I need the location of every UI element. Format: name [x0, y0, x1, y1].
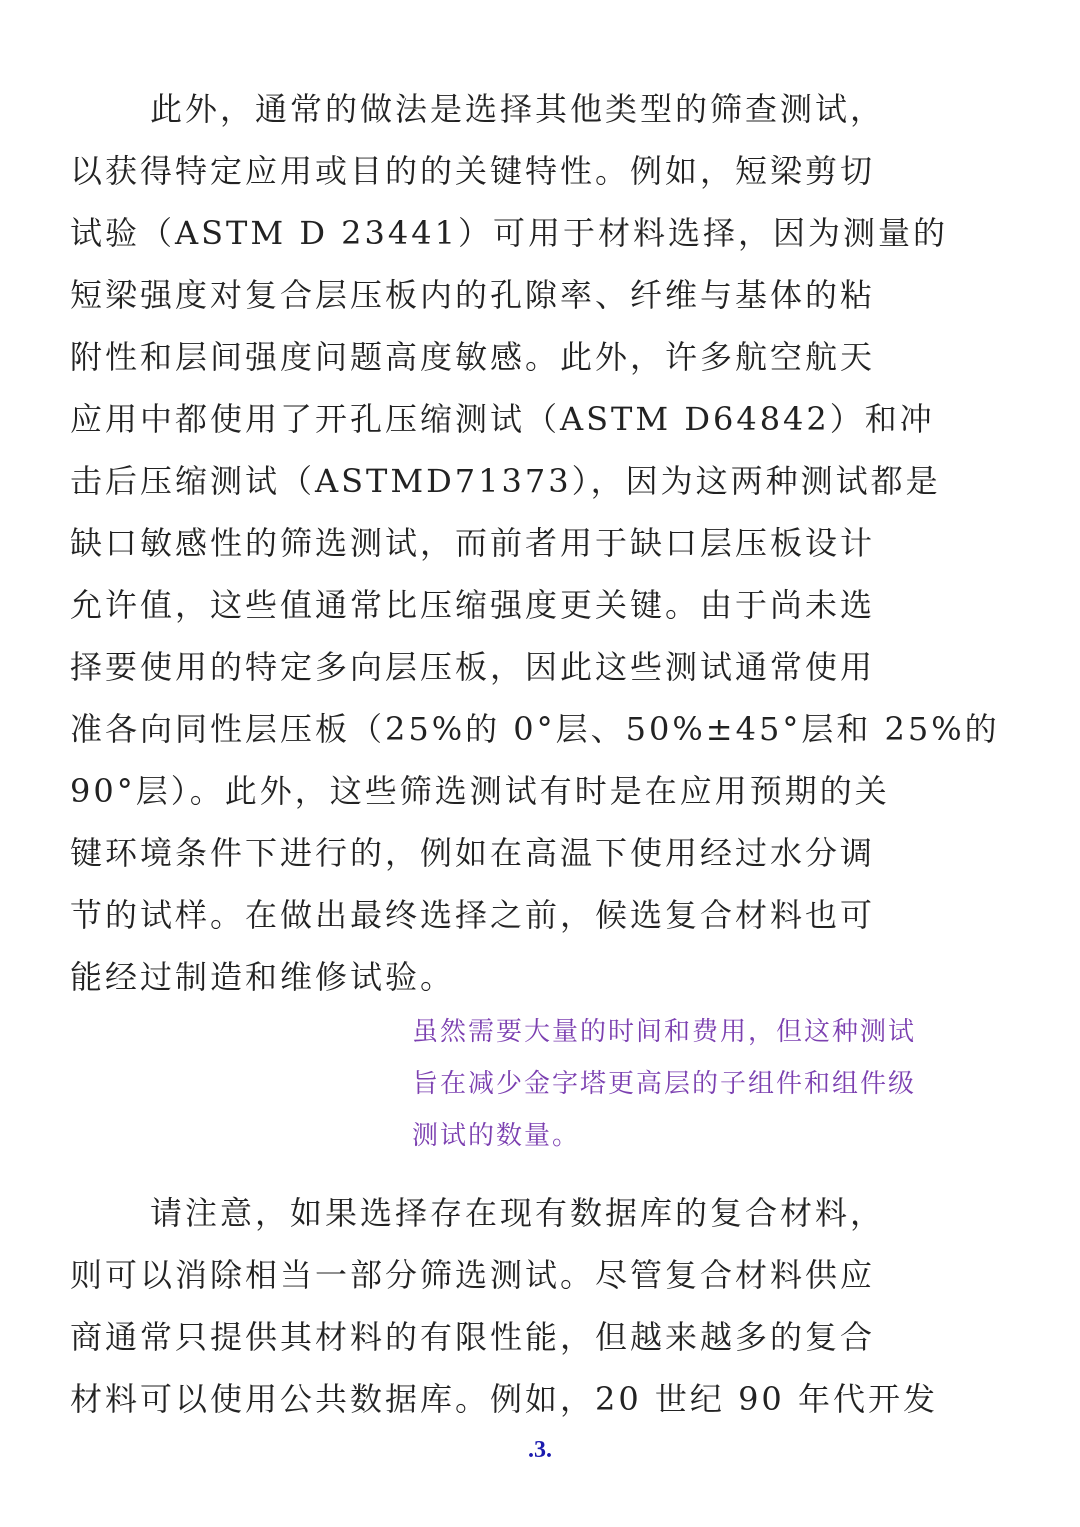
paragraph-line: 附性和层间强度问题高度敏感。此外，许多航空航天	[70, 338, 876, 376]
paragraph-line: 节的试样。在做出最终选择之前，候选复合材料也可	[70, 896, 876, 934]
callout-line: 测试的数量。	[412, 1121, 581, 1151]
callout-line: 虽然需要大量的时间和费用，但这种测试	[412, 1017, 917, 1047]
paragraph-line: 应用中都使用了开孔压缩测试（ASTM D64842）和冲	[70, 400, 935, 438]
paragraph-line: 择要使用的特定多向层压板，因此这些测试通常使用	[70, 648, 876, 686]
paragraph-line: 90°层）。此外，这些筛选测试有时是在应用预期的关	[70, 772, 890, 810]
page-number: .3.	[528, 1437, 552, 1463]
paragraph-line: 准各向同性层压板（25%的 0°层、50%±45°层和 25%的	[70, 710, 1000, 748]
body-paragraph-1	[70, 78, 1070, 1008]
paragraph-line: 此外，通常的做法是选择其他类型的筛查测试，	[150, 90, 886, 128]
callout-line: 旨在减少金字塔更高层的子组件和组件级	[412, 1069, 917, 1099]
paragraph-line: 则可以消除相当一部分筛选测试。尽管复合材料供应	[70, 1256, 876, 1294]
paragraph-line: 商通常只提供其材料的有限性能，但越来越多的复合	[70, 1318, 876, 1356]
highlight-callout	[412, 1006, 1032, 1162]
paragraph-line: 缺口敏感性的筛选测试，而前者用于缺口层压板设计	[70, 524, 876, 562]
paragraph-line: 以获得特定应用或目的的关键特性。例如，短梁剪切	[70, 152, 876, 190]
paragraph-line: 允许值，这些值通常比压缩强度更关键。由于尚未选	[70, 586, 876, 624]
paragraph-line: 材料可以使用公共数据库。例如，20 世纪 90 年代开发	[70, 1380, 938, 1418]
paragraph-line: 请注意，如果选择存在现有数据库的复合材料，	[150, 1194, 886, 1232]
body-paragraph-2	[70, 1182, 1070, 1430]
paragraph-line: 键环境条件下进行的，例如在高温下使用经过水分调	[70, 834, 876, 872]
paragraph-line: 试验（ASTM D 23441）可用于材料选择，因为测量的	[70, 214, 948, 252]
paragraph-line: 能经过制造和维修试验。	[70, 958, 456, 996]
paragraph-line: 短梁强度对复合层压板内的孔隙率、纤维与基体的粘	[70, 276, 876, 314]
paragraph-line: 击后压缩测试（ASTMD71373），因为这两种测试都是	[70, 462, 941, 500]
